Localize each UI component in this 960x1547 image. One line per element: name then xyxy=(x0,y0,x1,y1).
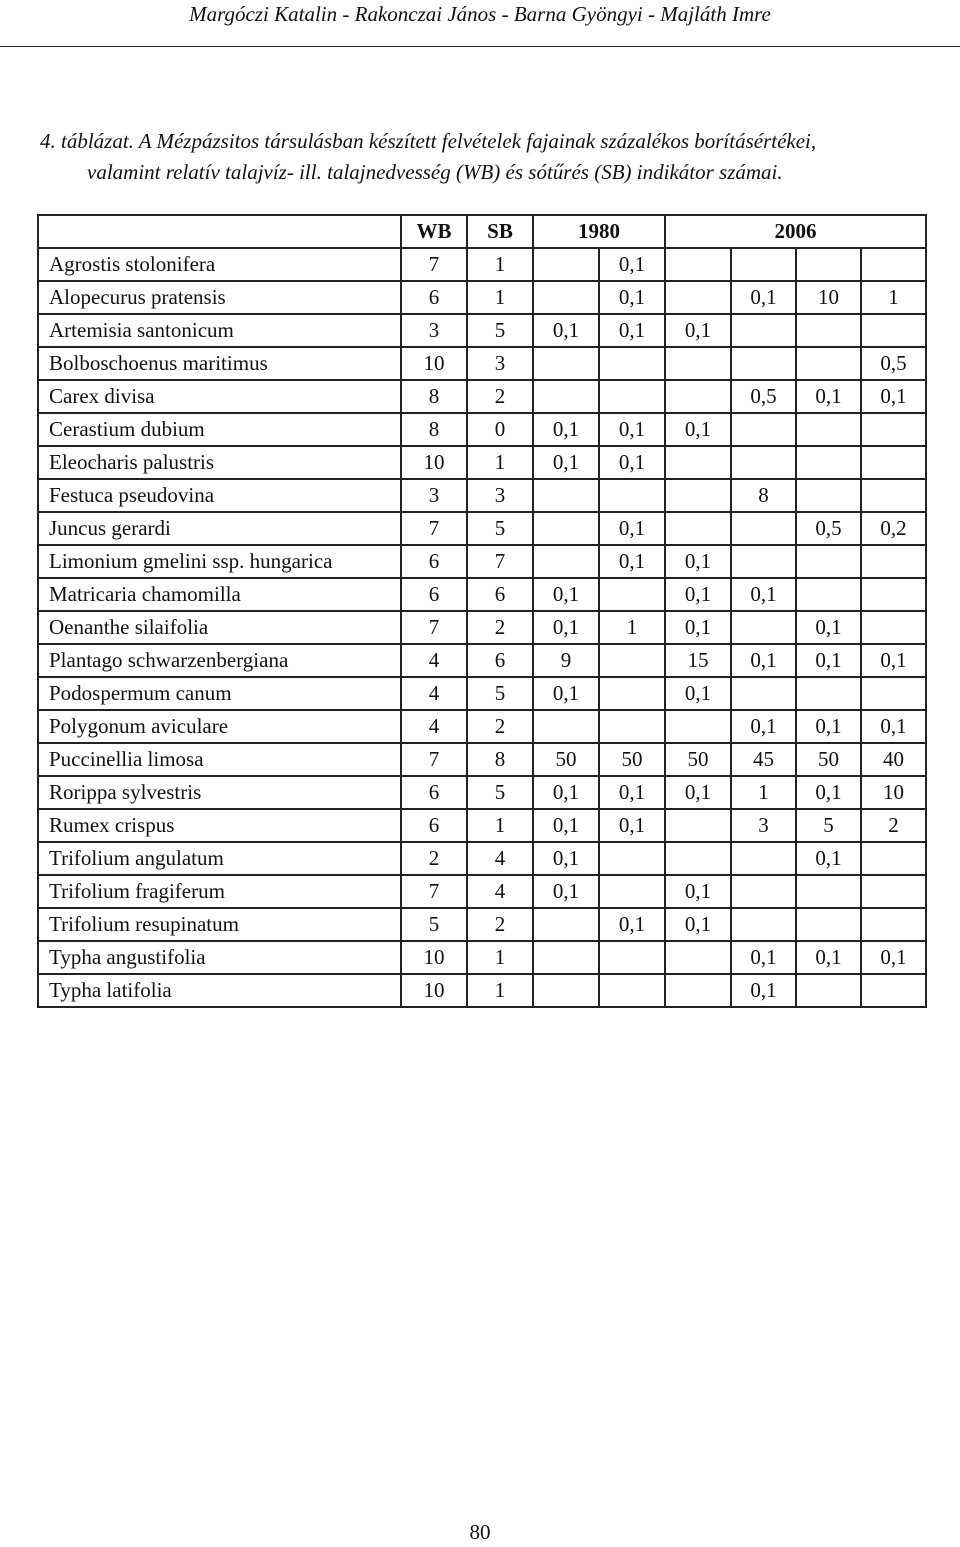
table-row xyxy=(38,314,926,347)
value-cell-f: 0,1 xyxy=(861,380,926,413)
species-name-cell: Trifolium angulatum xyxy=(38,842,401,875)
value-cell-wb: 6 xyxy=(401,809,467,842)
table-row xyxy=(38,248,926,281)
header-rule xyxy=(0,46,960,47)
table-row xyxy=(38,875,926,908)
value-cell-sb: 2 xyxy=(467,611,533,644)
value-cell-e xyxy=(796,578,861,611)
species-name-cell: Carex divisa xyxy=(38,380,401,413)
value-cell-d xyxy=(731,347,796,380)
value-cell-a: 0,1 xyxy=(533,809,599,842)
value-cell-c xyxy=(665,710,731,743)
value-cell-wb: 7 xyxy=(401,611,467,644)
header-sb: SB xyxy=(467,215,533,248)
table-row xyxy=(38,941,926,974)
value-cell-a: 0,1 xyxy=(533,842,599,875)
table-row xyxy=(38,446,926,479)
value-cell-a xyxy=(533,512,599,545)
value-cell-a: 0,1 xyxy=(533,446,599,479)
value-cell-wb: 4 xyxy=(401,710,467,743)
value-cell-b: 1 xyxy=(599,611,665,644)
value-cell-d: 0,1 xyxy=(731,974,796,1007)
value-cell-wb: 4 xyxy=(401,644,467,677)
value-cell-e xyxy=(796,908,861,941)
value-cell-e xyxy=(796,314,861,347)
value-cell-e: 0,1 xyxy=(796,842,861,875)
species-name-cell: Rumex crispus xyxy=(38,809,401,842)
value-cell-b: 0,1 xyxy=(599,413,665,446)
value-cell-c: 50 xyxy=(665,743,731,776)
value-cell-sb: 5 xyxy=(467,677,533,710)
header-wb: WB xyxy=(401,215,467,248)
table-header-row xyxy=(38,215,926,248)
value-cell-d: 0,1 xyxy=(731,578,796,611)
value-cell-wb: 5 xyxy=(401,908,467,941)
value-cell-a xyxy=(533,479,599,512)
value-cell-a xyxy=(533,974,599,1007)
value-cell-b xyxy=(599,710,665,743)
table-row xyxy=(38,974,926,1007)
value-cell-wb: 10 xyxy=(401,974,467,1007)
value-cell-b: 0,1 xyxy=(599,314,665,347)
table-row xyxy=(38,380,926,413)
value-cell-wb: 10 xyxy=(401,941,467,974)
value-cell-e xyxy=(796,479,861,512)
value-cell-wb: 10 xyxy=(401,347,467,380)
table-row xyxy=(38,413,926,446)
value-cell-c: 0,1 xyxy=(665,413,731,446)
value-cell-f xyxy=(861,578,926,611)
value-cell-b xyxy=(599,941,665,974)
value-cell-e: 50 xyxy=(796,743,861,776)
value-cell-wb: 7 xyxy=(401,512,467,545)
species-name-cell: Juncus gerardi xyxy=(38,512,401,545)
value-cell-sb: 2 xyxy=(467,380,533,413)
value-cell-f: 2 xyxy=(861,809,926,842)
value-cell-f xyxy=(861,479,926,512)
table-row xyxy=(38,776,926,809)
value-cell-c xyxy=(665,809,731,842)
value-cell-f: 0,1 xyxy=(861,941,926,974)
value-cell-f: 0,1 xyxy=(861,644,926,677)
species-name-cell: Podospermum canum xyxy=(38,677,401,710)
value-cell-e xyxy=(796,446,861,479)
value-cell-wb: 3 xyxy=(401,314,467,347)
value-cell-sb: 1 xyxy=(467,446,533,479)
value-cell-wb: 10 xyxy=(401,446,467,479)
table-row xyxy=(38,479,926,512)
value-cell-b: 0,1 xyxy=(599,545,665,578)
value-cell-a: 0,1 xyxy=(533,578,599,611)
value-cell-d xyxy=(731,875,796,908)
value-cell-c: 15 xyxy=(665,644,731,677)
value-cell-b xyxy=(599,644,665,677)
value-cell-e: 0,1 xyxy=(796,776,861,809)
value-cell-d xyxy=(731,314,796,347)
value-cell-wb: 7 xyxy=(401,743,467,776)
value-cell-f xyxy=(861,974,926,1007)
table-row xyxy=(38,347,926,380)
value-cell-c xyxy=(665,347,731,380)
value-cell-b: 0,1 xyxy=(599,908,665,941)
value-cell-sb: 5 xyxy=(467,314,533,347)
value-cell-sb: 3 xyxy=(467,479,533,512)
species-name-cell: Festuca pseudovina xyxy=(38,479,401,512)
value-cell-sb: 6 xyxy=(467,644,533,677)
value-cell-d xyxy=(731,677,796,710)
value-cell-d xyxy=(731,512,796,545)
table-row xyxy=(38,281,926,314)
value-cell-a xyxy=(533,248,599,281)
value-cell-b xyxy=(599,974,665,1007)
header-2006: 2006 xyxy=(665,215,926,248)
value-cell-a xyxy=(533,941,599,974)
value-cell-f: 1 xyxy=(861,281,926,314)
value-cell-a xyxy=(533,545,599,578)
species-name-cell: Polygonum aviculare xyxy=(38,710,401,743)
species-name-cell: Typha angustifolia xyxy=(38,941,401,974)
value-cell-a: 50 xyxy=(533,743,599,776)
value-cell-d: 3 xyxy=(731,809,796,842)
table-row xyxy=(38,908,926,941)
value-cell-wb: 6 xyxy=(401,545,467,578)
species-name-cell: Typha latifolia xyxy=(38,974,401,1007)
table-row xyxy=(38,842,926,875)
value-cell-e: 0,1 xyxy=(796,611,861,644)
value-cell-e xyxy=(796,248,861,281)
value-cell-sb: 1 xyxy=(467,809,533,842)
value-cell-c xyxy=(665,941,731,974)
species-name-cell: Trifolium fragiferum xyxy=(38,875,401,908)
value-cell-d: 0,5 xyxy=(731,380,796,413)
species-name-cell: Matricaria chamomilla xyxy=(38,578,401,611)
value-cell-b: 0,1 xyxy=(599,281,665,314)
value-cell-e xyxy=(796,677,861,710)
value-cell-c xyxy=(665,512,731,545)
value-cell-wb: 6 xyxy=(401,281,467,314)
value-cell-c xyxy=(665,380,731,413)
value-cell-d: 0,1 xyxy=(731,281,796,314)
value-cell-c xyxy=(665,479,731,512)
value-cell-b: 0,1 xyxy=(599,809,665,842)
table-row xyxy=(38,644,926,677)
value-cell-d xyxy=(731,545,796,578)
table-row xyxy=(38,545,926,578)
species-name-cell: Trifolium resupinatum xyxy=(38,908,401,941)
species-name-cell: Oenanthe silaifolia xyxy=(38,611,401,644)
value-cell-a: 0,1 xyxy=(533,875,599,908)
value-cell-f xyxy=(861,875,926,908)
value-cell-sb: 7 xyxy=(467,545,533,578)
value-cell-a: 0,1 xyxy=(533,776,599,809)
value-cell-a: 0,1 xyxy=(533,314,599,347)
value-cell-sb: 5 xyxy=(467,512,533,545)
value-cell-f: 40 xyxy=(861,743,926,776)
value-cell-d: 0,1 xyxy=(731,644,796,677)
value-cell-a xyxy=(533,380,599,413)
value-cell-f xyxy=(861,842,926,875)
caption-line-2: valamint relatív talajvíz- ill. talajnedvesség (WB) és sótűrés (SB) indikátor számai. xyxy=(87,160,783,184)
value-cell-c: 0,1 xyxy=(665,314,731,347)
value-cell-b xyxy=(599,578,665,611)
value-cell-b xyxy=(599,347,665,380)
value-cell-sb: 1 xyxy=(467,281,533,314)
value-cell-e xyxy=(796,974,861,1007)
value-cell-e xyxy=(796,875,861,908)
value-cell-c xyxy=(665,446,731,479)
value-cell-sb: 1 xyxy=(467,974,533,1007)
value-cell-a: 0,1 xyxy=(533,413,599,446)
value-cell-d xyxy=(731,248,796,281)
value-cell-e xyxy=(796,545,861,578)
value-cell-f: 10 xyxy=(861,776,926,809)
value-cell-b: 0,1 xyxy=(599,776,665,809)
value-cell-d: 1 xyxy=(731,776,796,809)
value-cell-wb: 7 xyxy=(401,248,467,281)
table-row xyxy=(38,611,926,644)
value-cell-e: 0,1 xyxy=(796,710,861,743)
value-cell-sb: 2 xyxy=(467,710,533,743)
value-cell-c: 0,1 xyxy=(665,875,731,908)
value-cell-d: 8 xyxy=(731,479,796,512)
species-name-cell: Artemisia santonicum xyxy=(38,314,401,347)
value-cell-wb: 3 xyxy=(401,479,467,512)
value-cell-c: 0,1 xyxy=(665,545,731,578)
value-cell-sb: 4 xyxy=(467,842,533,875)
value-cell-d xyxy=(731,908,796,941)
species-name-cell: Bolboschoenus maritimus xyxy=(38,347,401,380)
species-name-cell: Agrostis stolonifera xyxy=(38,248,401,281)
value-cell-f xyxy=(861,611,926,644)
species-name-cell: Alopecurus pratensis xyxy=(38,281,401,314)
value-cell-f xyxy=(861,908,926,941)
value-cell-c xyxy=(665,974,731,1007)
value-cell-e: 10 xyxy=(796,281,861,314)
value-cell-sb: 4 xyxy=(467,875,533,908)
value-cell-d xyxy=(731,611,796,644)
value-cell-c: 0,1 xyxy=(665,776,731,809)
value-cell-e xyxy=(796,347,861,380)
value-cell-wb: 7 xyxy=(401,875,467,908)
value-cell-f: 0,1 xyxy=(861,710,926,743)
species-table xyxy=(37,214,927,1008)
value-cell-b: 50 xyxy=(599,743,665,776)
value-cell-c xyxy=(665,842,731,875)
value-cell-sb: 1 xyxy=(467,941,533,974)
value-cell-e: 0,5 xyxy=(796,512,861,545)
species-name-cell: Limonium gmelini ssp. hungarica xyxy=(38,545,401,578)
value-cell-b xyxy=(599,842,665,875)
value-cell-wb: 6 xyxy=(401,776,467,809)
value-cell-wb: 6 xyxy=(401,578,467,611)
value-cell-a xyxy=(533,281,599,314)
value-cell-b: 0,1 xyxy=(599,446,665,479)
value-cell-e: 0,1 xyxy=(796,941,861,974)
value-cell-a xyxy=(533,347,599,380)
value-cell-d: 0,1 xyxy=(731,941,796,974)
value-cell-a: 9 xyxy=(533,644,599,677)
value-cell-f: 0,5 xyxy=(861,347,926,380)
value-cell-wb: 4 xyxy=(401,677,467,710)
table-body xyxy=(38,248,926,1007)
value-cell-wb: 8 xyxy=(401,380,467,413)
value-cell-c: 0,1 xyxy=(665,578,731,611)
value-cell-sb: 2 xyxy=(467,908,533,941)
value-cell-b: 0,1 xyxy=(599,248,665,281)
value-cell-c xyxy=(665,248,731,281)
value-cell-d: 45 xyxy=(731,743,796,776)
header-species xyxy=(38,215,401,248)
species-name-cell: Cerastium dubium xyxy=(38,413,401,446)
table-row xyxy=(38,578,926,611)
value-cell-a: 0,1 xyxy=(533,611,599,644)
page-number: 80 xyxy=(469,1520,491,1544)
value-cell-c: 0,1 xyxy=(665,611,731,644)
table-row xyxy=(38,512,926,545)
species-name-cell: Rorippa sylvestris xyxy=(38,776,401,809)
table-row xyxy=(38,743,926,776)
table-row xyxy=(38,710,926,743)
value-cell-sb: 8 xyxy=(467,743,533,776)
table-row xyxy=(38,809,926,842)
value-cell-f xyxy=(861,677,926,710)
species-name-cell: Plantago schwarzenbergiana xyxy=(38,644,401,677)
value-cell-sb: 5 xyxy=(467,776,533,809)
value-cell-d: 0,1 xyxy=(731,710,796,743)
value-cell-a xyxy=(533,908,599,941)
value-cell-f: 0,2 xyxy=(861,512,926,545)
value-cell-wb: 2 xyxy=(401,842,467,875)
species-name-cell: Puccinellia limosa xyxy=(38,743,401,776)
value-cell-b xyxy=(599,380,665,413)
value-cell-sb: 3 xyxy=(467,347,533,380)
value-cell-f xyxy=(861,545,926,578)
value-cell-c xyxy=(665,281,731,314)
value-cell-d xyxy=(731,842,796,875)
table-caption xyxy=(40,126,940,188)
value-cell-e: 5 xyxy=(796,809,861,842)
value-cell-e: 0,1 xyxy=(796,644,861,677)
value-cell-f xyxy=(861,446,926,479)
header-1980: 1980 xyxy=(533,215,665,248)
table-row xyxy=(38,677,926,710)
caption-line-1: 4. táblázat. A Mézpázsitos társulásban készített felvételek fajainak százalékos borításértékei, xyxy=(40,129,817,153)
value-cell-wb: 8 xyxy=(401,413,467,446)
value-cell-e: 0,1 xyxy=(796,380,861,413)
value-cell-b xyxy=(599,875,665,908)
value-cell-f xyxy=(861,413,926,446)
value-cell-d xyxy=(731,446,796,479)
value-cell-b: 0,1 xyxy=(599,512,665,545)
species-name-cell: Eleocharis palustris xyxy=(38,446,401,479)
value-cell-b xyxy=(599,479,665,512)
value-cell-e xyxy=(796,413,861,446)
value-cell-sb: 6 xyxy=(467,578,533,611)
value-cell-c: 0,1 xyxy=(665,908,731,941)
value-cell-sb: 0 xyxy=(467,413,533,446)
value-cell-f xyxy=(861,314,926,347)
value-cell-sb: 1 xyxy=(467,248,533,281)
value-cell-f xyxy=(861,248,926,281)
value-cell-a xyxy=(533,710,599,743)
value-cell-c: 0,1 xyxy=(665,677,731,710)
value-cell-b xyxy=(599,677,665,710)
running-header: Margóczi Katalin - Rakonczai János - Barna Gyöngyi - Majláth Imre xyxy=(189,2,771,26)
value-cell-d xyxy=(731,413,796,446)
value-cell-a: 0,1 xyxy=(533,677,599,710)
